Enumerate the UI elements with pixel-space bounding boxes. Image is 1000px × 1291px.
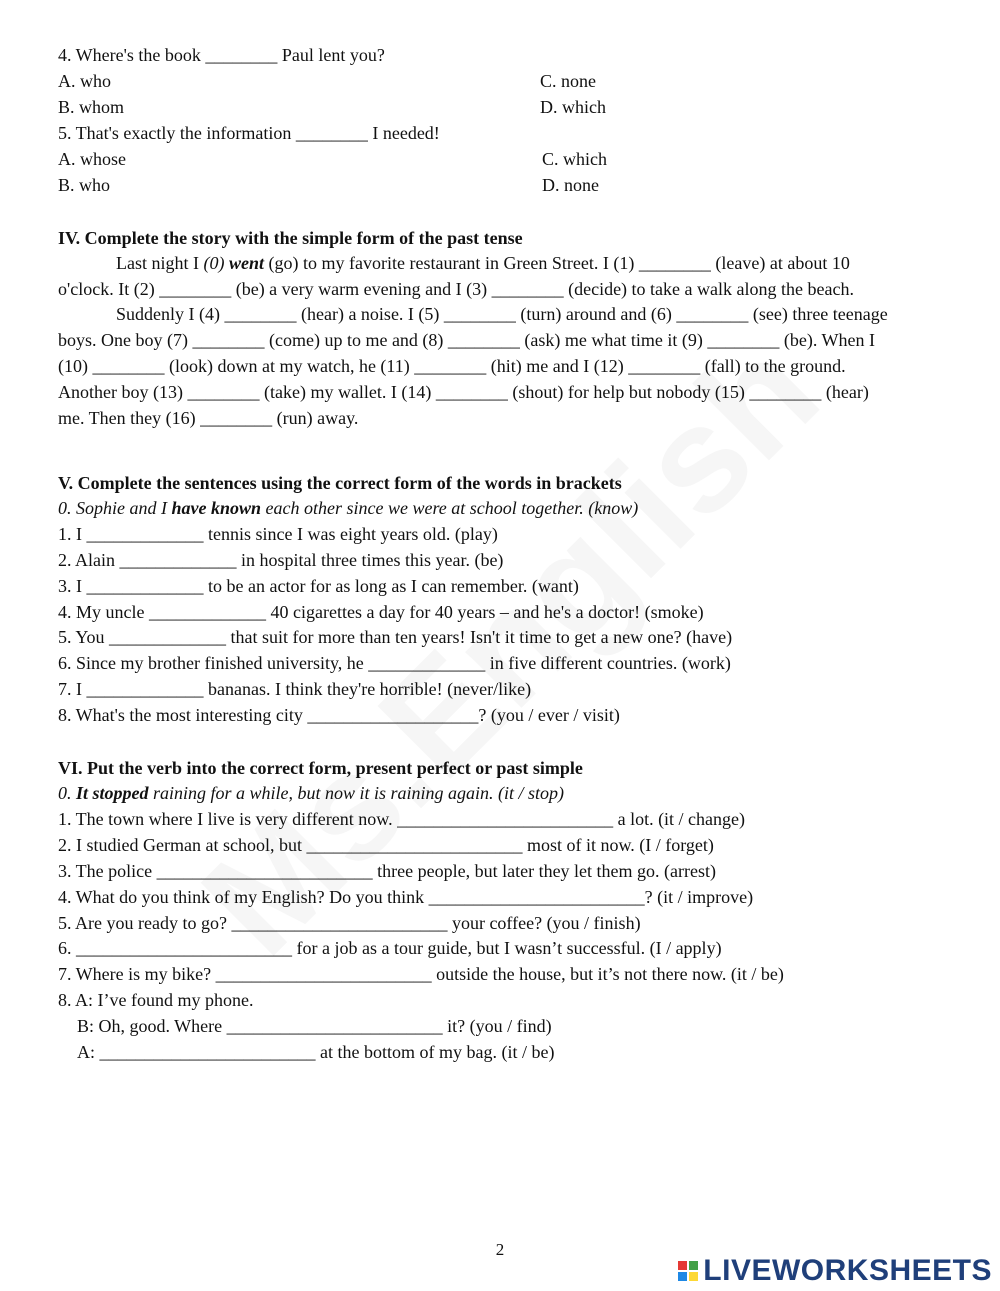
example-text: 0. — [58, 783, 76, 803]
story-text: Last night I — [116, 253, 204, 273]
liveworksheets-logo — [678, 1254, 992, 1288]
section-5-item-5: 5. You _____________ that suit for more than ten years! Isn't it time to get a new one? (have) — [58, 627, 733, 647]
section-6-item-4: 4. What do you think of my English? Do you think ________________________? (it / improve) — [58, 887, 754, 907]
liveworksheets-brand: LIVEWORKSHEETS — [703, 1254, 992, 1287]
section-5-item-6: 6. Since my brother finished university, he _____________ in five different countries. (work) — [58, 653, 731, 673]
example-answer: have known — [171, 498, 262, 518]
story-line-1 — [116, 252, 850, 274]
story-text: (go) to my favorite restaurant in Green Street. I (1) ________ (leave) at about 10 — [264, 253, 850, 273]
section-6-item-8-b: B: Oh, good. Where ________________________ it? (you / find) — [77, 1016, 552, 1036]
page-number: 2 — [495, 1240, 505, 1259]
section-5-item-1: 1. I _____________ tennis since I was eight years old. (play) — [58, 524, 498, 544]
section-5-item-4: 4. My uncle _____________ 40 cigarettes a day for 40 years – and he's a doctor! (smoke) — [58, 602, 704, 622]
section-5-item-7: 7. I _____________ bananas. I think they're horrible! (never/like) — [58, 679, 532, 699]
story-line-5: (10) ________ (look) down at my watch, he (11) ________ (hit) me and I (12) ________ (fall) to the ground. — [58, 356, 846, 376]
example-text: raining for a while, but now it is raining again. (it / stop) — [148, 783, 565, 803]
question-5-option-a: A. whose — [58, 149, 126, 169]
story-line-4: boys. One boy (7) ________ (come) up to me and (8) ________ (ask) me what time it (9) ________ (be). When I — [58, 330, 875, 350]
section-5-item-2: 2. Alain _____________ in hospital three times this year. (be) — [58, 550, 504, 570]
liveworksheets-logo-icon — [678, 1261, 698, 1281]
question-5-stem: 5. That's exactly the information ________ I needed! — [58, 123, 440, 143]
section-6-item-3: 3. The police ________________________ three people, but later they let them go. (arrest) — [58, 861, 717, 881]
section-6-item-1: 1. The town where I live is very different now. ________________________ a lot. (it / change) — [58, 809, 746, 829]
section-6-item-6: 6. ________________________ for a job as a tour guide, but I wasn’t successful. (I / apply) — [58, 938, 722, 958]
question-5-option-b: B. who — [58, 175, 111, 195]
question-4-option-c: C. none — [540, 71, 596, 91]
section-6-example — [58, 782, 564, 804]
story-line-7: me. Then they (16) ________ (run) away. — [58, 408, 359, 428]
section-6-item-5: 5. Are you ready to go? ________________________ your coffee? (you / finish) — [58, 913, 641, 933]
section-6-item-8: 8. A: I’ve found my phone. — [58, 990, 254, 1010]
section-6-item-2: 2. I studied German at school, but ________________________ most of it now. (I / forget) — [58, 835, 714, 855]
section-6-item-8-a: A: ________________________ at the bottom of my bag. (it / be) — [77, 1042, 555, 1062]
section-5-item-8: 8. What's the most interesting city ___________________? (you / ever / visit) — [58, 705, 620, 725]
story-example-number: (0) — [203, 253, 229, 273]
example-answer: It stopped — [76, 783, 149, 803]
story-line-2: o'clock. It (2) ________ (be) a very warm evening and I (3) ________ (decide) to take a walk along the beach. — [58, 279, 854, 299]
question-4-option-b: B. whom — [58, 97, 125, 117]
story-line-6: Another boy (13) ________ (take) my wallet. I (14) ________ (shout) for help but nobody (15) ________ (hear) — [58, 382, 869, 402]
question-4-stem: 4. Where's the book ________ Paul lent you? — [58, 45, 385, 65]
example-text: 0. Sophie and I — [58, 498, 172, 518]
section-5-example — [58, 497, 638, 519]
story-example-answer: went — [229, 253, 265, 273]
section-5-item-3: 3. I _____________ to be an actor for as long as I can remember. (want) — [58, 576, 579, 596]
question-5-option-d: D. none — [542, 175, 599, 195]
story-line-3: Suddenly I (4) ________ (hear) a noise. I (5) ________ (turn) around and (6) ________ (see) three teenage — [116, 304, 888, 324]
question-4-option-d: D. which — [540, 97, 606, 117]
section-6-item-7: 7. Where is my bike? ________________________ outside the house, but it’s not there now. (it / be) — [58, 964, 784, 984]
question-5-option-c: C. which — [542, 149, 607, 169]
section-4-title: IV. Complete the story with the simple form of the past tense — [58, 228, 523, 248]
section-6-title: VI. Put the verb into the correct form, present perfect or past simple — [58, 758, 583, 778]
section-5-title: V. Complete the sentences using the correct form of the words in brackets — [58, 473, 622, 493]
example-text: each other since we were at school together. (know) — [261, 498, 639, 518]
question-4-option-a: A. who — [58, 71, 111, 91]
